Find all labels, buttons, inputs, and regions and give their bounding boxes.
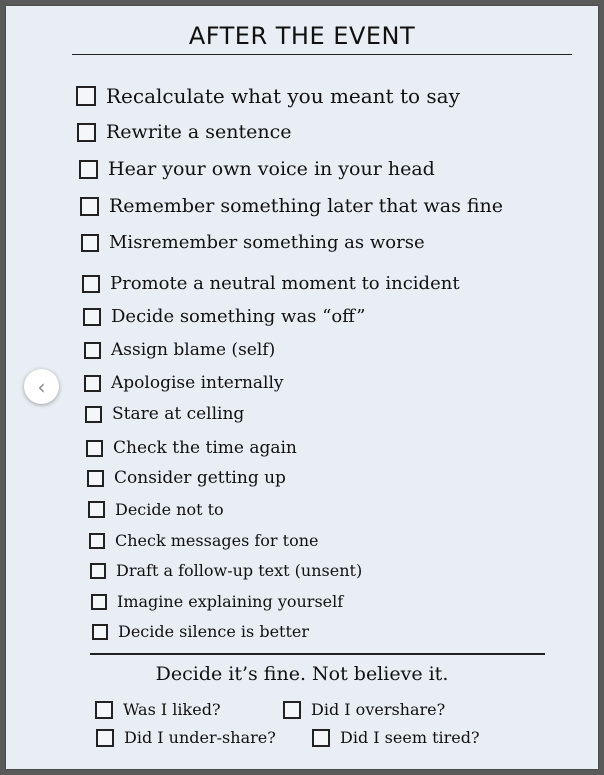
checklist-item-label: Consider getting up	[114, 468, 286, 488]
checklist-item-label: Apologise internally	[111, 373, 284, 393]
checklist-item-label: Remember something later that was fine	[109, 195, 504, 217]
checkbox[interactable]	[96, 729, 114, 747]
checklist-item	[81, 232, 425, 253]
checkbox[interactable]	[77, 123, 96, 142]
checklist-item	[82, 273, 460, 294]
checklist-item-label: Did I under-share?	[124, 728, 276, 747]
checkbox[interactable]	[87, 470, 104, 487]
checkbox[interactable]	[82, 275, 100, 293]
checkbox[interactable]	[91, 594, 107, 610]
checklist-item	[91, 592, 343, 611]
checkbox[interactable]	[80, 197, 99, 216]
checkbox[interactable]	[90, 563, 106, 579]
checklist-item	[86, 438, 297, 458]
chevron-left-icon: ‹	[37, 374, 46, 399]
checkbox[interactable]	[86, 440, 103, 457]
checklist-item	[85, 404, 244, 424]
checklist-item	[88, 500, 224, 519]
bottom-checklist-item	[95, 700, 221, 719]
bottom-checklist-item	[312, 728, 480, 747]
section-divider	[90, 653, 545, 655]
checklist-sheet	[6, 6, 598, 769]
checklist-item-label: Check the time again	[113, 438, 297, 458]
bottom-checklist-item	[283, 700, 445, 719]
checklist-item-label: Decide something was “off”	[111, 306, 366, 327]
checkbox[interactable]	[89, 533, 105, 549]
checklist-item	[77, 121, 292, 143]
checklist-item	[84, 340, 275, 360]
checklist-item-label: Did I overshare?	[311, 700, 446, 719]
checkbox[interactable]	[85, 406, 102, 423]
checklist-item	[90, 561, 362, 580]
checklist-item-label: Rewrite a sentence	[106, 121, 292, 143]
checkbox[interactable]	[76, 86, 96, 106]
checklist-item-label: Hear your own voice in your head	[108, 158, 435, 180]
checklist-item	[84, 373, 284, 393]
checklist-item-label: Did I seem tired?	[340, 728, 480, 747]
previous-button[interactable]	[24, 369, 59, 404]
checklist-item-label: Promote a neutral moment to incident	[110, 273, 460, 294]
checkbox[interactable]	[81, 234, 99, 252]
checklist-item-label: Check messages for tone	[115, 531, 319, 550]
title-divider	[72, 54, 572, 55]
checklist-item-label: Stare at celling	[112, 404, 245, 424]
checklist-item-label: Decide silence is better	[118, 622, 310, 641]
checklist-item-label: Assign blame (self)	[111, 340, 276, 360]
page-title: AFTER THE EVENT	[188, 22, 416, 50]
checklist-item-label: Recalculate what you meant to say	[106, 84, 460, 108]
checklist-item-label: Misremember something as worse	[109, 232, 425, 253]
checkbox[interactable]	[83, 308, 101, 326]
checklist-item	[89, 531, 319, 550]
bottom-checklist-item	[96, 728, 276, 747]
checkbox[interactable]	[88, 501, 105, 518]
checklist-item-label: Imagine explaining yourself	[117, 592, 344, 611]
checklist-item	[92, 622, 309, 641]
checklist-item-label: Was I liked?	[123, 700, 221, 719]
checklist-item	[87, 468, 286, 488]
checkbox[interactable]	[84, 342, 101, 359]
checkbox[interactable]	[84, 375, 101, 392]
checklist-item	[79, 158, 435, 180]
checklist-item	[83, 306, 366, 327]
checkbox[interactable]	[283, 701, 301, 719]
checklist-item	[80, 195, 503, 217]
checklist-item-label: Decide not to	[115, 500, 224, 519]
checkbox[interactable]	[95, 701, 113, 719]
checkbox[interactable]	[92, 624, 108, 640]
checklist-item	[76, 84, 460, 108]
checkbox[interactable]	[312, 729, 330, 747]
checklist-item-label: Draft a follow-up text (unsent)	[116, 561, 363, 580]
section-subtitle: Decide it’s fine. Not believe it.	[155, 663, 449, 685]
checkbox[interactable]	[79, 160, 98, 179]
